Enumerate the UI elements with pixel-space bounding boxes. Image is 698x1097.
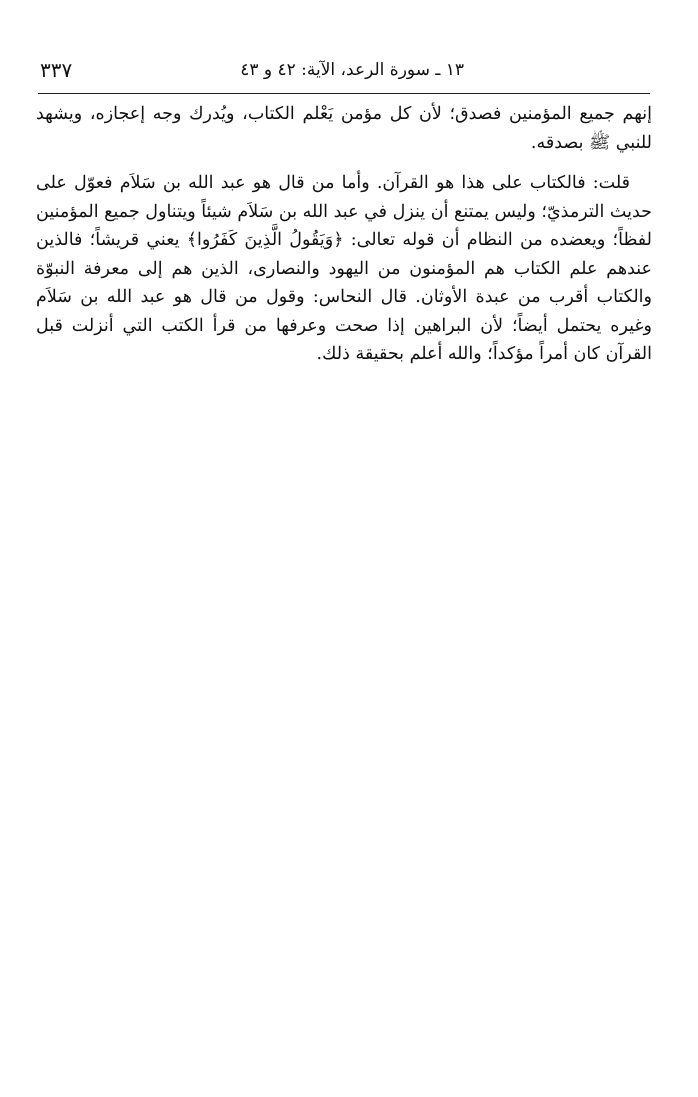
paragraph-commentary-text: قلت: فالكتاب على هذا هو القرآن. وأما من قال هو عبد الله بن سَلاَم فعوّل على حديث الترمذيّ؛ وليس يمتنع أن ينزل في عبد الله بن سَلاَم شيئاً ويتناول جميع المؤمنين لفظاً؛ ويعضده من النظام أن قوله تعالى: ﴿وَيَقُولُ الَّذِينَ كَفَرُوا﴾ يعني قريشاً؛ فالذين عندهم علم الكتاب هم المؤمنون من اليهود والنصارى، الذين هم إلى معرفة النبوّة والكتاب أقرب من عبدة الأوثان. قال النحاس: وقول من قال هو عبد الله بن سَلاَم وغيره يحتمل أيضاً؛ لأن البراهين إذا صحت وعرفها من قرأ الكتب التي أنزلت قبل القرآن كان أمراً مؤكداً؛ والله أعلم بحقيقة ذلك. — [36, 173, 652, 364]
page-number: ٣٣٧ — [40, 58, 73, 82]
paragraph-commentary — [36, 169, 652, 369]
main-text — [36, 100, 652, 369]
header-divider — [38, 93, 650, 94]
running-header — [40, 58, 652, 88]
paragraph-continuation: إنهم جميع المؤمنين فصدق؛ لأن كل مؤمن يَعْلم الكتاب، ويُدرك وجه إعجازه، ويشهد للنبي ﷺ بصدقه. — [36, 104, 652, 153]
chapter-title: ١٣ ـ سورة الرعد، الآية: ٤٢ و ٤٣ — [240, 60, 464, 80]
